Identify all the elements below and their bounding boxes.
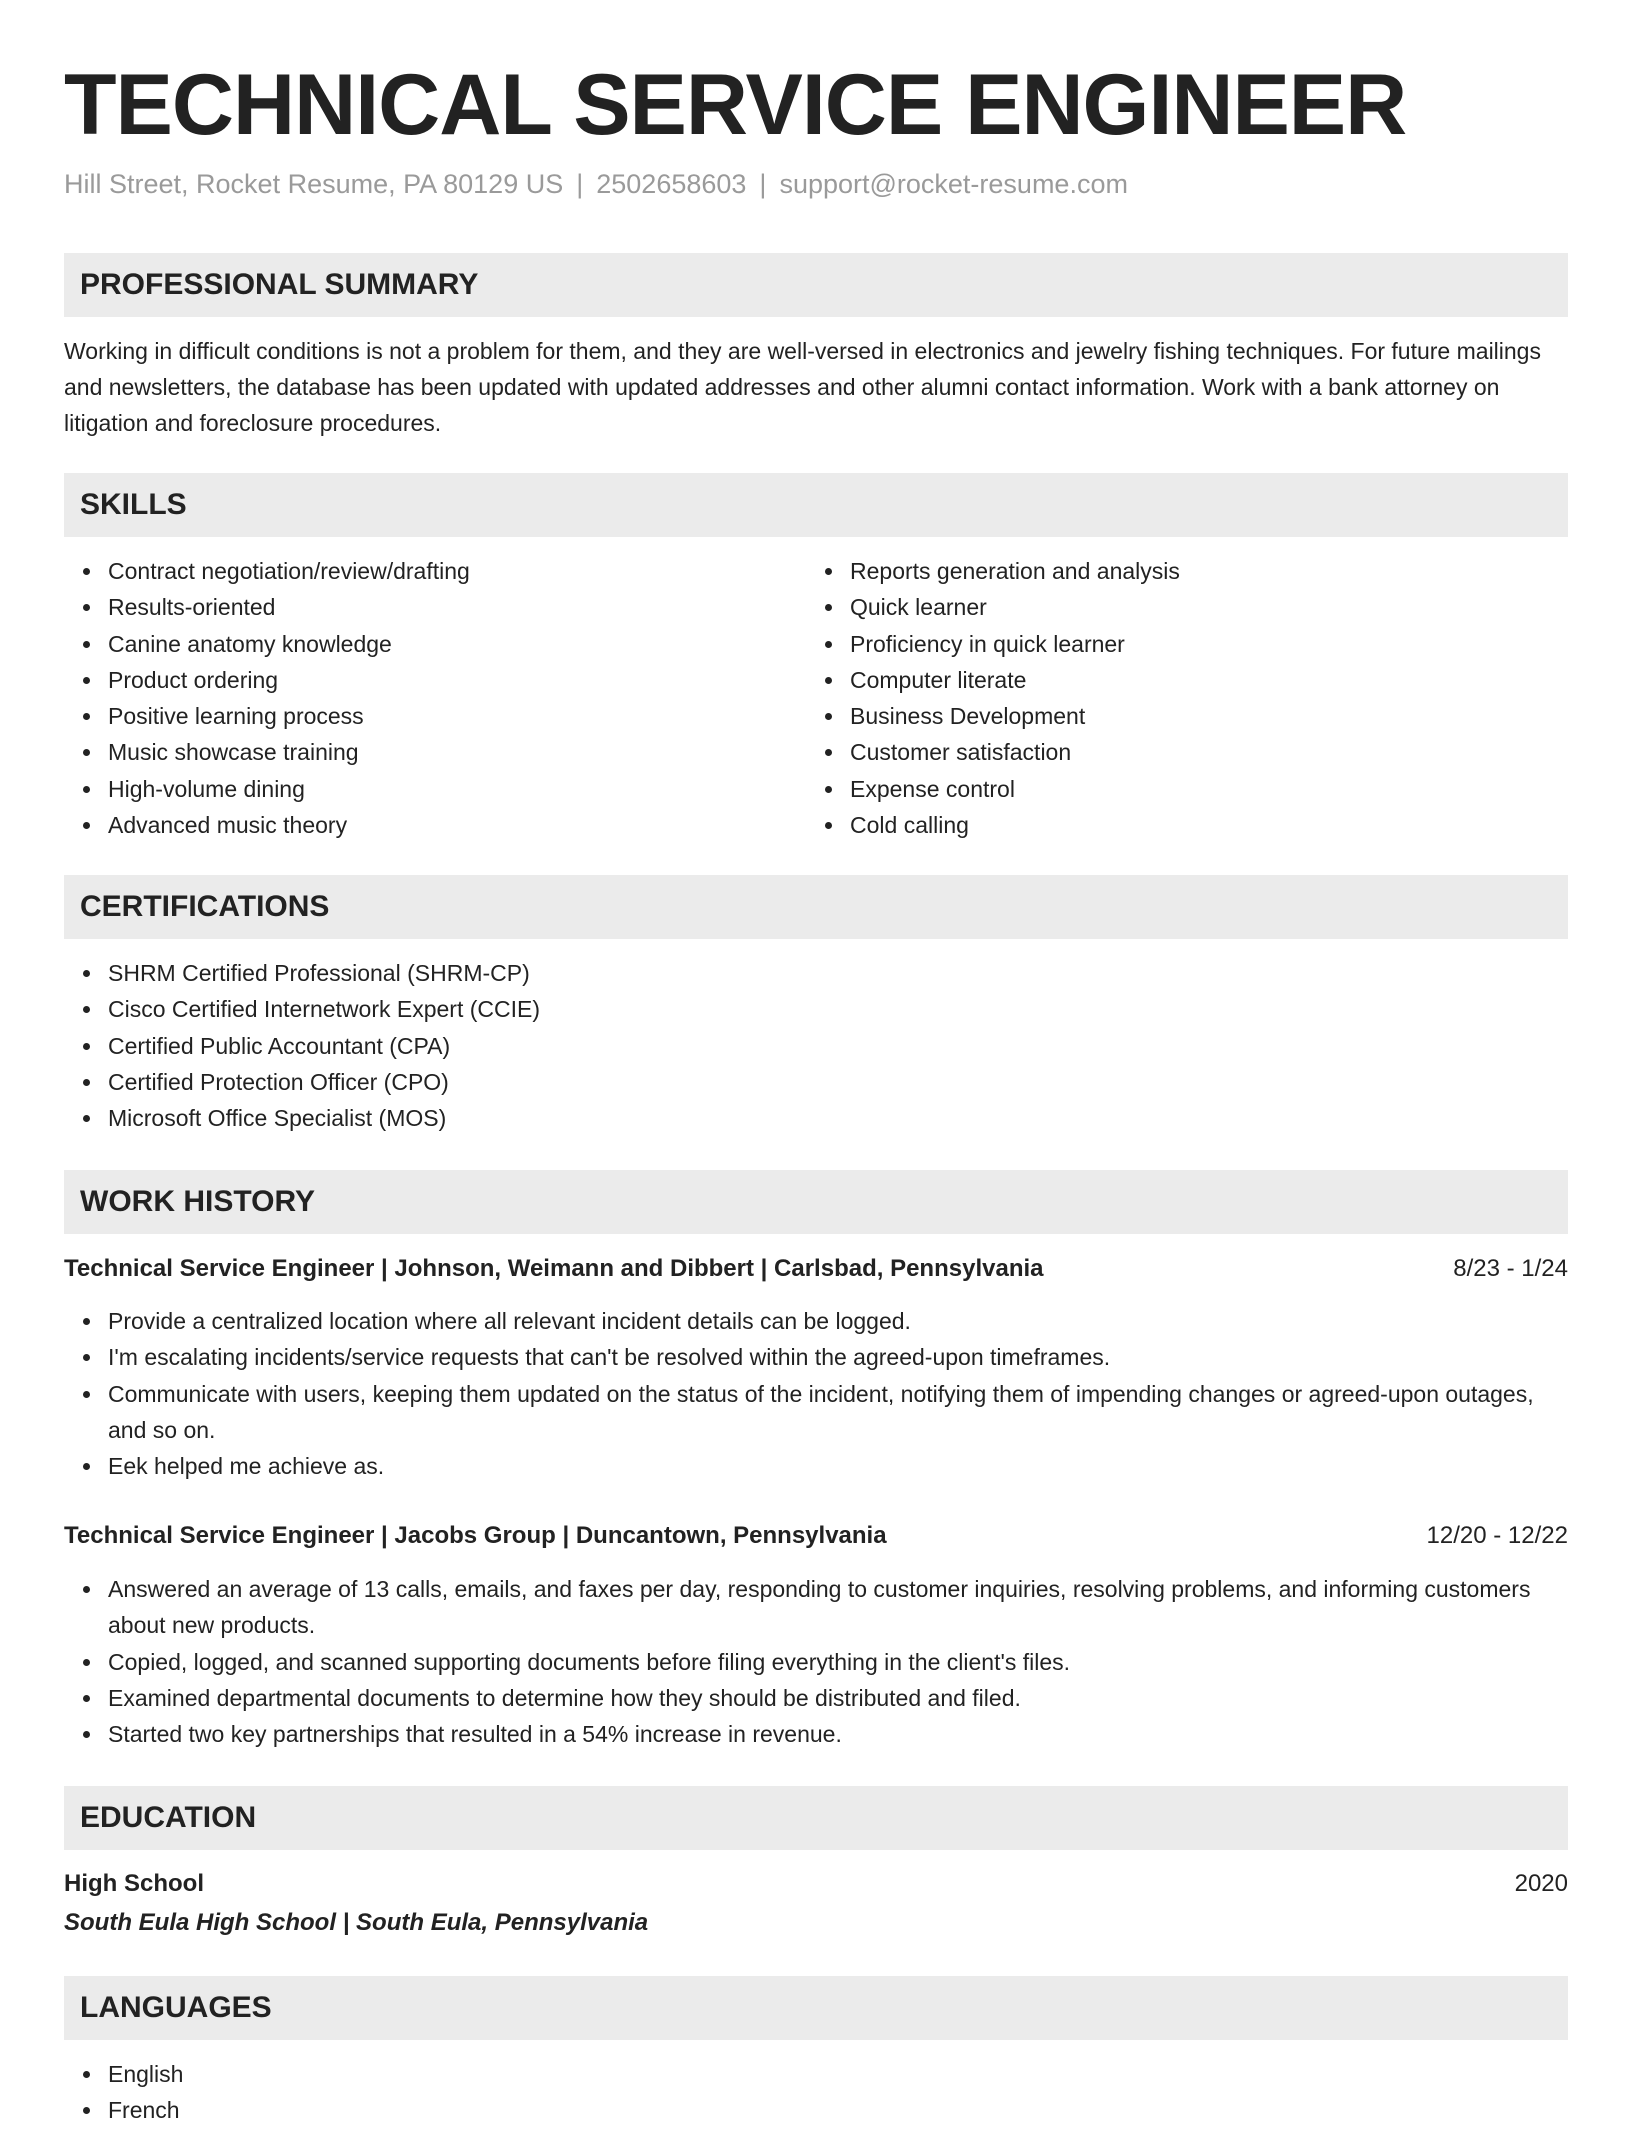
skills-list-left xyxy=(64,553,808,843)
list-item: Quick learner xyxy=(850,589,1550,625)
list-item: Computer literate xyxy=(850,662,1550,698)
summary-text: Working in difficult conditions is not a problem for them, and they are well-versed in electronics and jewelry fishing techniques. For future mailings and newsletters, the database has been updated with updated addresses and other alumni contact information. Work with a bank attorney on litigation and foreclosure procedures. xyxy=(64,338,1541,436)
job-header xyxy=(64,1251,1568,1287)
list-item: Customer satisfaction xyxy=(850,734,1550,770)
list-item: English xyxy=(108,2056,1568,2092)
education-year: 2020 xyxy=(1514,1870,1568,1897)
education-header xyxy=(64,1866,1568,1902)
job-dates: 12/20 - 12/22 xyxy=(1426,1522,1568,1549)
job-bullets xyxy=(64,1303,1568,1484)
list-item: Canine anatomy knowledge xyxy=(108,626,808,662)
list-item: I'm escalating incidents/service requests that can't be resolved within the agreed-upon timeframes. xyxy=(108,1339,1568,1375)
list-item: Product ordering xyxy=(108,662,808,698)
skills-list-right xyxy=(806,553,1550,843)
list-item: SHRM Certified Professional (SHRM-CP) xyxy=(108,955,1568,991)
section-heading-skills: SKILLS xyxy=(64,473,1568,537)
list-item: High-volume dining xyxy=(108,771,808,807)
languages-list xyxy=(64,2056,1568,2129)
list-item: Results-oriented xyxy=(108,589,808,625)
list-item: Proficiency in quick learner xyxy=(850,626,1550,662)
list-item: Cold calling xyxy=(850,807,1550,843)
job-header xyxy=(64,1518,1568,1554)
contact-line xyxy=(64,166,1128,202)
job-bullets xyxy=(64,1571,1568,1752)
resume-name: TECHNICAL SERVICE ENGINEER xyxy=(64,57,1407,153)
contact-email: support@rocket-resume.com xyxy=(779,169,1128,199)
section-heading-work-history: WORK HISTORY xyxy=(64,1170,1568,1234)
list-item: Expense control xyxy=(850,771,1550,807)
section-heading-education: EDUCATION xyxy=(64,1786,1568,1850)
section-heading-languages: LANGUAGES xyxy=(64,1976,1568,2040)
list-item: Answered an average of 13 calls, emails, and faxes per day, responding to customer inquiries, resolving problems, and informing customers about new products. xyxy=(108,1571,1568,1644)
list-item: Positive learning process xyxy=(108,698,808,734)
contact-phone: 2502658603 xyxy=(596,169,747,199)
contact-address: Hill Street, Rocket Resume, PA 80129 US xyxy=(64,169,564,199)
list-item: Contract negotiation/review/drafting xyxy=(108,553,808,589)
list-item: Cisco Certified Internetwork Expert (CCIE) xyxy=(108,991,1568,1027)
list-item: Reports generation and analysis xyxy=(850,553,1550,589)
list-item: Business Development xyxy=(850,698,1550,734)
list-item: Communicate with users, keeping them updated on the status of the incident, notifying them of impending changes or agreed-upon outages, and so on. xyxy=(108,1376,1568,1449)
contact-separator: | xyxy=(759,169,767,199)
list-item: French xyxy=(108,2092,1568,2128)
education-school: South Eula High School | South Eula, Pennsylvania xyxy=(64,1909,649,1936)
list-item: Copied, logged, and scanned supporting documents before filing everything in the client's files. xyxy=(108,1644,1568,1680)
list-item: Microsoft Office Specialist (MOS) xyxy=(108,1100,1568,1136)
education-degree: High School xyxy=(64,1870,204,1897)
section-heading-certifications: CERTIFICATIONS xyxy=(64,875,1568,939)
job-title: Technical Service Engineer | Johnson, Weimann and Dibbert | Carlsbad, Pennsylvania xyxy=(64,1255,1044,1282)
section-heading-summary: PROFESSIONAL SUMMARY xyxy=(64,253,1568,317)
list-item: Eek helped me achieve as. xyxy=(108,1448,1568,1484)
list-item: Advanced music theory xyxy=(108,807,808,843)
list-item: Started two key partnerships that resulted in a 54% increase in revenue. xyxy=(108,1716,1568,1752)
certifications-list xyxy=(64,955,1568,1136)
list-item: Examined departmental documents to determine how they should be distributed and filed. xyxy=(108,1680,1568,1716)
list-item: Certified Protection Officer (CPO) xyxy=(108,1064,1568,1100)
contact-separator: | xyxy=(576,169,584,199)
list-item: Certified Public Accountant (CPA) xyxy=(108,1028,1568,1064)
job-title: Technical Service Engineer | Jacobs Group | Duncantown, Pennsylvania xyxy=(64,1522,887,1549)
list-item: Provide a centralized location where all relevant incident details can be logged. xyxy=(108,1303,1568,1339)
list-item: Music showcase training xyxy=(108,734,808,770)
job-dates: 8/23 - 1/24 xyxy=(1453,1255,1568,1282)
